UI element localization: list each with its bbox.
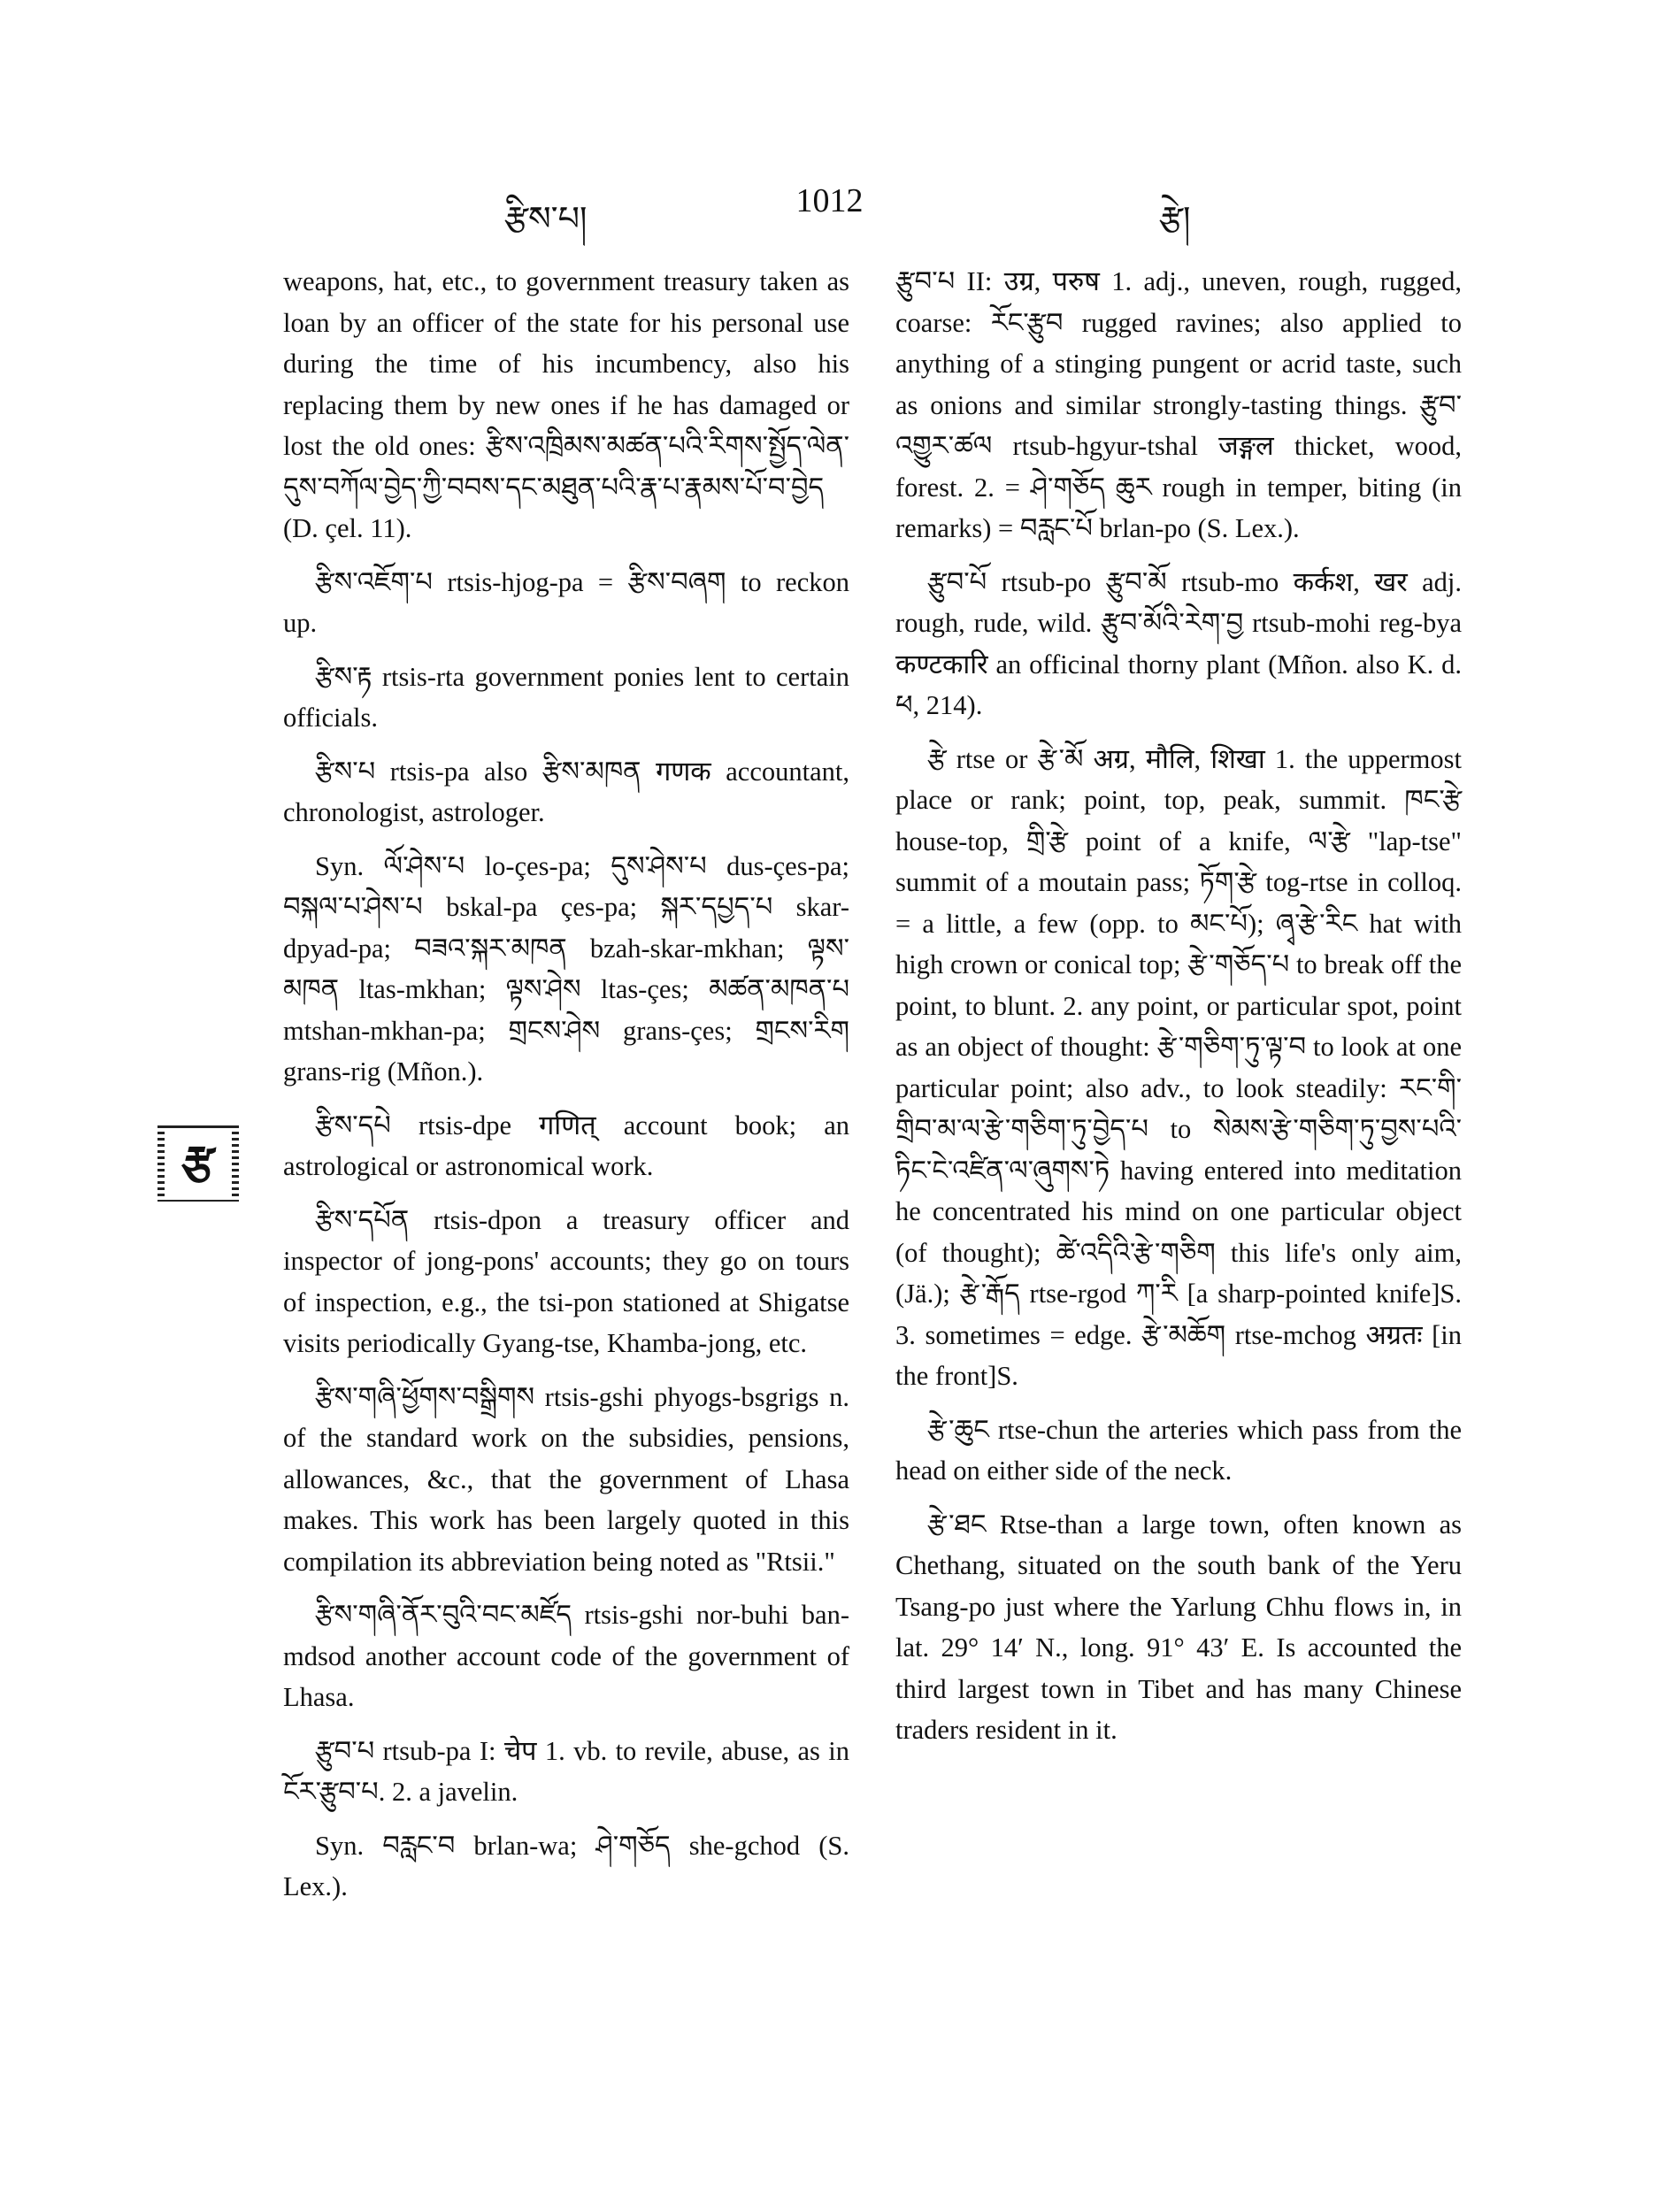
entry-rtse-than: རྩེ་ཐང Rtse-than a large town, often known as Chethang, situated on the south bank of the Yeru Tsang-po just where the Yarlung Chhu flows in, in lat. 29° 14′ N., long. 91° 43′ E. Is accounted the third largest town in Tibet and has many Chinese traders resident in it. <box>895 1509 1462 1745</box>
entry-rtse: རྩེ rtse or རྩེ་མོ अग्र, मौलि, शिखा 1. the uppermost place or rank; point, top, peak, summit. ཁང་རྩེ house-top, གྲི་རྩེ point of a knife, ལ་རྩེ "lap-tse" summit of a moutain pass; ཏོག་རྩེ tog-rtse in colloq. = a little, a few (opp. to མང་པོ); ཞྭ་རྩེ་རིང hat with high crown or conical top; རྩེ་གཅོད་པ to break off the point, to blunt. 2. any point, or particular spot, point as an object of thought: རྩེ་གཅིག་ཏུ་ལྟ་བ to look at one particular point; also adv., to look steadily: རང་གི་གྲིབ་མ་ལ་རྩེ་གཅིག་ཏུ་བྱེད་པ to སེམས་རྩེ་གཅིག་ཏུ་བྱས་པའི་ཏིང་ངེ་འཛིན་ལ་ཞུགས་ཏེ having entered into meditation he concentrated his mind on one particular object (of thought); ཚེ་འདིའི་རྩེ་གཅིག this life's only aim, (Jä.); རྩེ་རྒོད rtse-rgod ཀ་རི [a sharp-pointed knife]S. 3. sometimes = edge. རྩེ་མཆོག rtse-mchog अग्रतः [in the front]S. <box>895 743 1462 1391</box>
entry-rtsis-gshi-nor-buhi: རྩིས་གཞི་ནོར་བུའི་བང་མཛོད rtsis-gshi nor-buhi ban-mdsod another account code of the government of Lhasa. <box>283 1600 849 1712</box>
entry-rtsub-po: རྩུབ་པོ rtsub-po རྩུབ་མོ rtsub-mo कर्कश, खर adj. rough, rude, wild. རྩུབ་མོའི་རེག་བྱ rtsub-mohi reg-bya कण्टकारि an officinal thorny plant (Mñon. also K. d. ཕ, 214). <box>895 566 1462 720</box>
entry-rtsub-pa-1: རྩུབ་པ rtsub-pa I: चेप 1. vb. to revile, abuse, as in ངོར་རྩུབ་པ. 2. a javelin. <box>283 1735 849 1807</box>
entry-rtsis-dpe: རྩིས་དཔེ rtsis-dpe गणित् account book; an astrological or astronomical work. <box>283 1110 849 1181</box>
thumb-index-marker <box>157 1125 239 1202</box>
page-number: 1012 <box>795 182 864 219</box>
entry-rtsis-pa: རྩིས་པ rtsis-pa also རྩིས་མཁན गणक accountant, chronologist, astrologer. <box>283 756 849 827</box>
entry-rtsis-rta: རྩིས་རྟ rtsis-rta government ponies lent to certain officials. <box>283 661 849 733</box>
right-column <box>895 261 1462 1763</box>
left-column <box>283 261 849 1920</box>
entry-rtsis-dpon: རྩིས་དཔོན rtsis-dpon a treasury officer and inspector of jong-pons' accounts; they go on tours of inspection, e.g., the tsi-pon stationed at Shigatse visits periodically Gyang-tse, Khamba-jong, etc. <box>283 1204 849 1358</box>
entry-rtse-chun: རྩེ་ཆུང rtse-chun the arteries which pass from the head on either side of the neck. <box>895 1414 1462 1486</box>
entry-continuation: weapons, hat, etc., to government treasury taken as loan by an officer of the state for his personal use during the time of his incumbency, also his replacing them by new ones if he has damaged or lost the old ones: རྩིས་འཁྲིམས་མཚན་པའི་རིགས་སྤྱོད་ལེན་དུས་བཀོལ་བྱེད་ཀྱི་བབས་དང་མཐུན་པའི་རྣ་པ་རྣམས་པོ་བ་བྱེད (D. çel. 11). <box>283 266 849 543</box>
thumb-index-letter: རྩ <box>165 1129 232 1198</box>
right-running-headword: རྩེ། <box>1159 199 1191 238</box>
page-header <box>0 181 1659 238</box>
entry-rtsub-pa-2: རྩུབ་པ II: उग्र, परुष 1. adj., uneven, rough, rugged, coarse: རོང་རྩུབ rugged ravines; also applied to anything of a stinging pungent or acrid taste, such as onions and similar strongly-tasting things. རྩུབ་འགྱུར་ཚལ rtsub-hgyur-tshal जङ्गल thicket, wood, forest. 2. = ཤེ་གཅོད ཆུར rough in temper, biting (in remarks) = བརླང་པོ brlan-po (S. Lex.). <box>895 266 1462 543</box>
entry-rtsis-hjog-pa: རྩིས་འཇོག་པ rtsis-hjog-pa = རྩིས་བཞག to reckon up. <box>283 566 849 638</box>
entry-rtsis-pa-synonyms: Syn. ལོ་ཤེས་པ lo-çes-pa; དུས་ཤེས་པ dus-çes-pa; བསྐལ་པ་ཤེས་པ bskal-pa çes-pa; སྐར་དཔྱད་པ skar-dpyad-pa; བཟའ་སྐར་མཁན bzah-skar-mkhan; ལྟས་མཁན ltas-mkhan; ལྟས་ཤེས ltas-çes; མཚན་མཁན་པ mtshan-mkhan-pa; གྲངས་ཤེས grans-çes; གྲངས་རིག grans-rig (Mñon.). <box>283 850 849 1087</box>
entry-rtsis-gshi-phyogs-bsgrigs: རྩིས་གཞི་ཕྱོགས་བསྒྲིགས rtsis-gshi phyogs-bsgrigs n. of the standard work on the subsidies, pensions, allowances, &c., that the government of Lhasa makes. This work has been largely quoted in this compilation its abbreviation being noted as "Rtsii." <box>283 1381 849 1577</box>
entry-rtsub-pa-1-synonyms: Syn. བརླང་བ brlan-wa; ཤེ་གཅོད she-gchod (S. Lex.). <box>283 1830 849 1901</box>
left-running-headword: རྩིས་པ། <box>504 199 588 238</box>
